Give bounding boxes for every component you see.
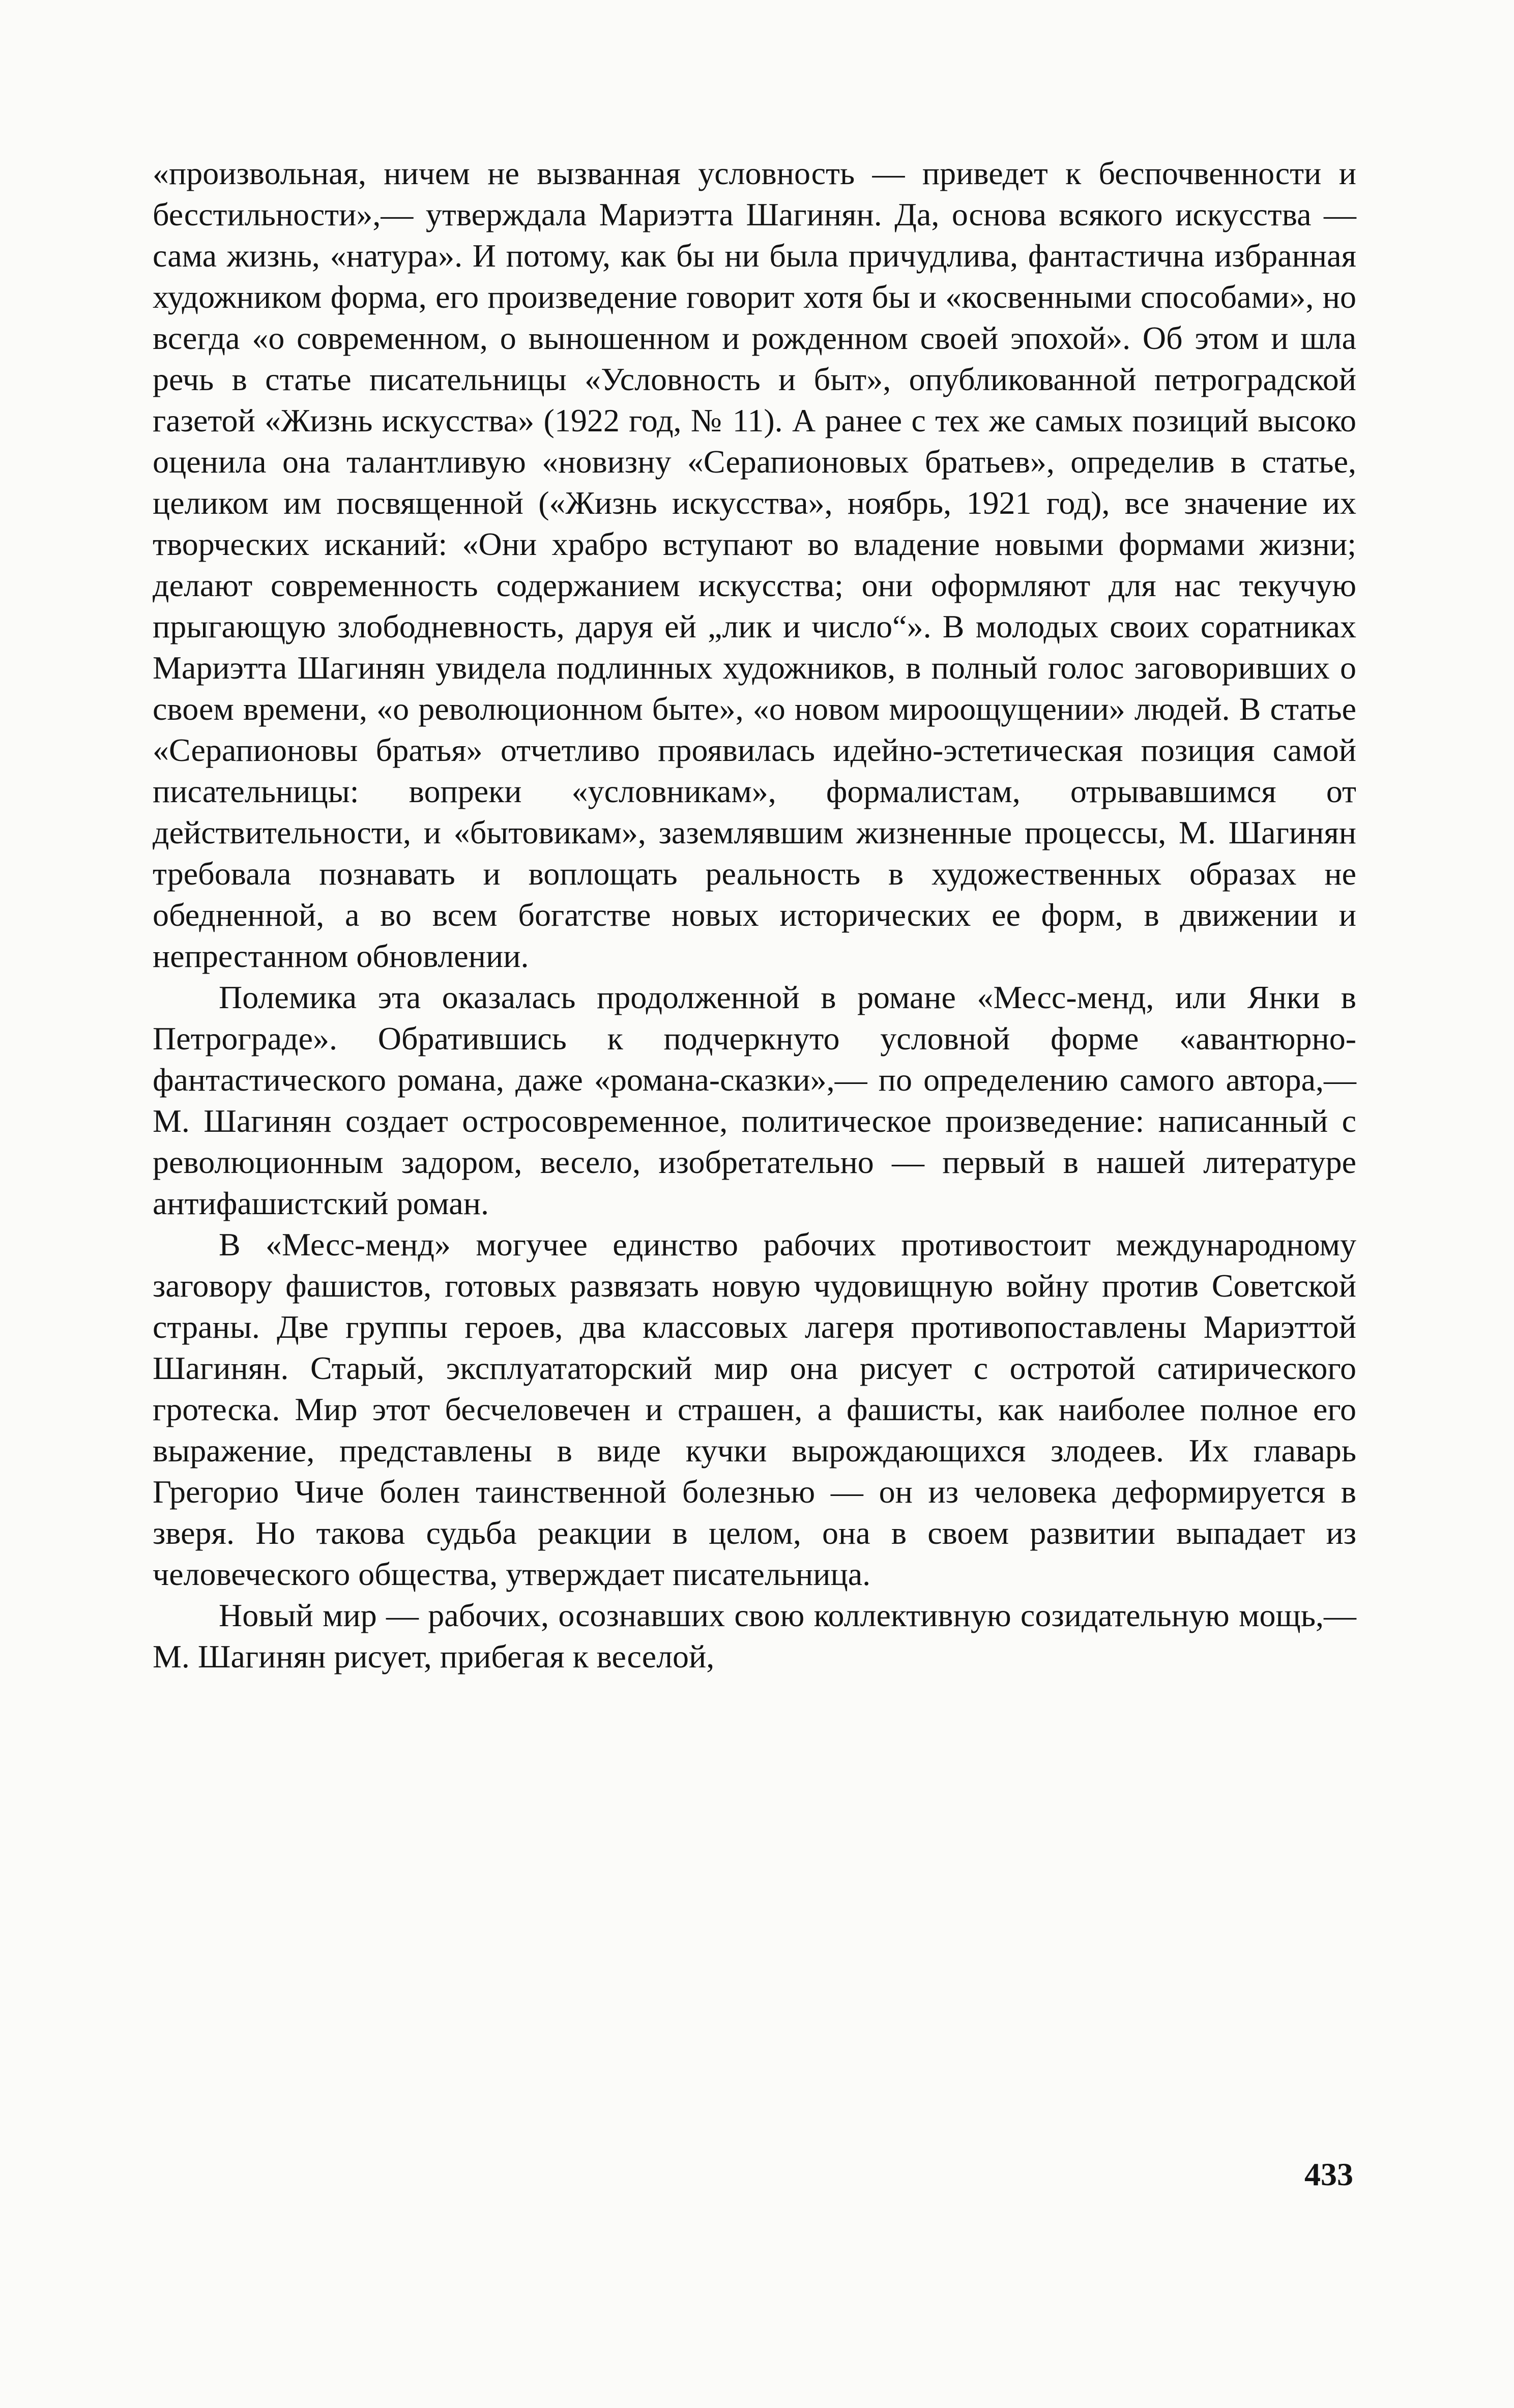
paragraph-3: В «Месс-менд» могучее единство рабочих противостоит международному заговору фашистов, готовых развязать новую чудовищную войну против Советской страны. Две группы героев, два классовых лагеря противопоставлены Мариэттой Шагинян. Старый, эксплуататорский мир она рисует с остротой сатирического гротеска. Мир этот бесчеловечен и страшен, а фашисты, как наиболее полное его выражение, представлены в виде кучки вырождающихся злодеев. Их главарь Грегорио Чиче болен таинственной болезнью — он из человека деформируется в зверя. Но такова судьба реакции в целом, она в своем развитии выпадает из человеческого общества, утверждает писательница. (153, 1226, 1356, 1592)
paragraph-2: Полемика эта оказалась продолженной в романе «Месс-менд, или Янки в Петрограде». Обратившись к подчеркнуто условной форме «авантюрно-фантастического романа, даже «романа-сказки»,— по определению самого автора,— М. Шагинян создает остросовременное, политическое произведение: написанный с революционным задором, весело, изобретательно — первый в нашей литературе антифашистский роман. (153, 979, 1356, 1221)
page-number: 433 (1304, 2156, 1353, 2192)
body-text (153, 153, 1356, 1677)
paragraph-4: Новый мир — рабочих, осознавших свою коллективную созидательную мощь,— М. Шагинян рисует, прибегая к веселой, (153, 1597, 1356, 1675)
paragraph-1: «произвольная, ничем не вызванная условность — приведет к беспочвенности и бесстильности»,— утверждала Мариэтта Шагинян. Да, основа всякого искусства — сама жизнь, «натура». И потому, как бы ни была причудлива, фантастична избранная художником форма, его произведение говорит хотя бы и «косвенными способами», но всегда «о современном, о выношенном и рожденном своей эпохой». Об этом и шла речь в статье писательницы «Условность и быт», опубликованной петроградской газетой «Жизнь искусства» (1922 год, № 11). А ранее с тех же самых позиций высоко оценила она талантливую «новизну «Серапионовых братьев», определив в статье, целиком им посвященной («Жизнь искусства», ноябрь, 1921 год), все значение их творческих исканий: «Они храбро вступают во владение новыми формами жизни; делают современность содержанием искусства; они оформляют для нас текучую прыгающую злободневность, даруя ей „лик и число“». В молодых своих соратниках Мариэтта Шагинян увидела подлинных художников, в полный голос заговоривших о своем времени, «о революционном быте», «о новом мироощущении» людей. В статье «Серапионовы братья» отчетливо проявилась идейно-эстетическая позиция самой писательницы: вопреки «условникам», формалистам, отрывавшимся от действительности, и «бытовикам», заземлявшим жизненные процессы, М. Шагинян требовала познавать и воплощать реальность в художественных образах не обедненной, а во всем богатстве новых исторических ее форм, в движении и непрестанном обновлении. (153, 155, 1356, 974)
